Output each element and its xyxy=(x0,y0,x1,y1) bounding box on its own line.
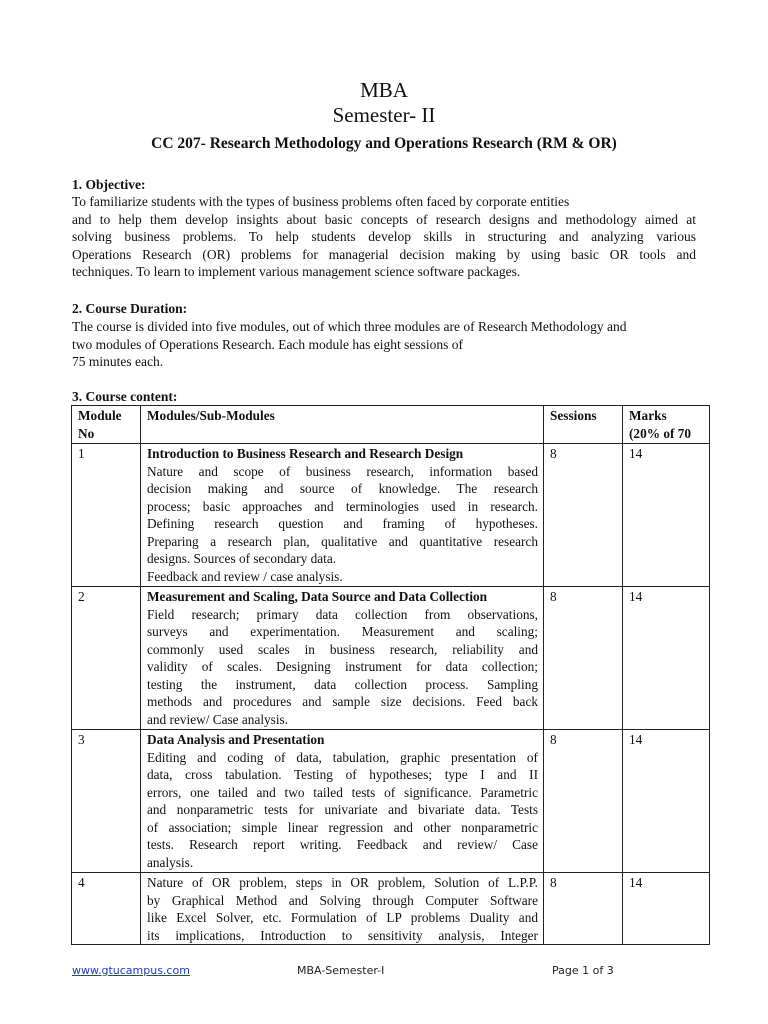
objective-line: Operations Research (OR) problems for managerial decision making by using basic OR tools and xyxy=(72,246,696,262)
table-header-row xyxy=(72,406,710,444)
module-title: Measurement and Scaling, Data Source and Data Collection xyxy=(147,589,488,604)
col-header-module-no: Module No xyxy=(72,406,141,444)
semester-title: Semester- II xyxy=(332,103,436,127)
objective-line: and to help them develop insights about basic concepts of research designs and methodology aimed at xyxy=(72,211,696,227)
col-header-sessions: Sessions xyxy=(544,406,623,444)
objective-line: To familiarize students with the types of business problems often faced by corporate entities xyxy=(72,194,570,209)
module-sessions: 8 xyxy=(544,730,623,873)
duration-line: The course is divided into five modules, out of which three modules are of Research Methodology and xyxy=(72,319,627,334)
module-description: Introduction to Business Research and Research Design Nature and scope of business research, information based decision making and source of knowledge. The research process; basic approaches and terminologies used in research. Defining research question and framing of hypotheses. Preparing a research plan, qualitative and quantitative research designs. Sources of secondary data. Feedback and review / case analysis. xyxy=(141,444,544,587)
module-sessions: 8 xyxy=(544,444,623,587)
objective-line: techniques. To learn to implement various management science software packages. xyxy=(72,264,521,279)
module-line-clipped: its implications, Introduction to sensitivity analysis, Integer xyxy=(147,927,538,943)
module-no: 2 xyxy=(72,587,141,730)
module-title: Data Analysis and Presentation xyxy=(147,732,325,747)
module-no: 4 xyxy=(72,873,141,945)
module-description: Measurement and Scaling, Data Source and Data Collection Field research; primary data collection from observations, surveys and experimentation. Measurement and scaling; commonly used scales in business research, reliability and validity of scales. Designing instrument for data collection; testing the instrument, data collection process. Sampling methods and procedures and sample size decisions. Feed back and review/ Case analysis. xyxy=(141,587,544,730)
module-marks: 14 xyxy=(623,873,710,945)
course-content-table xyxy=(71,405,710,945)
program-title: MBA xyxy=(360,78,408,102)
table-row xyxy=(72,587,710,730)
table-row xyxy=(72,444,710,587)
col-header-marks: Marks (20% of 70 xyxy=(623,406,710,444)
col-header-modules: Modules/Sub-Modules xyxy=(141,406,544,444)
objective-line: solving business problems. To help students develop skills in structuring and analyzing various xyxy=(72,229,696,244)
table-row xyxy=(72,730,710,873)
content-heading: 3. Course content: xyxy=(72,389,178,404)
module-description: Nature of OR problem, steps in OR problem, Solution of L.P.P. by Graphical Method and Solving through Computer Software like Excel Solver, etc. Formulation of LP problems Duality and its implications, Introduction to sensitivity analysis, Integer xyxy=(141,873,544,945)
footer-page-number: Page 1 of 3 xyxy=(552,964,614,977)
module-no: 1 xyxy=(72,444,141,587)
module-description: Data Analysis and Presentation Editing and coding of data, tabulation, graphic presentation of data, cross tabulation. Testing of hypotheses; type I and II errors, one tailed and two tailed tests of significance. Parametric and nonparametric tests for univariate and bivariate data. Tests of association; simple linear regression and other nonparametric tests. Research report writing. Feedback and review/ Case analysis. xyxy=(141,730,544,873)
module-sessions: 8 xyxy=(544,873,623,945)
objective-heading: 1. Objective: xyxy=(72,177,146,192)
duration-line: 75 minutes each. xyxy=(72,354,164,369)
module-no: 3 xyxy=(72,730,141,873)
table-row xyxy=(72,873,710,945)
objective-paragraph xyxy=(72,193,696,281)
module-sessions: 8 xyxy=(544,587,623,730)
duration-line: two modules of Operations Research. Each module has eight sessions of xyxy=(72,336,464,352)
footer-website-link[interactable]: www.gtucampus.com xyxy=(72,964,190,977)
module-marks: 14 xyxy=(623,444,710,587)
module-title: Introduction to Business Research and Research Design xyxy=(147,446,464,461)
module-marks: 14 xyxy=(623,730,710,873)
footer-semester-label: MBA-Semester-I xyxy=(297,964,385,977)
course-title: CC 207- Research Methodology and Operations Research (RM & OR) xyxy=(151,135,617,152)
duration-heading: 2. Course Duration: xyxy=(72,301,188,316)
module-marks: 14 xyxy=(623,587,710,730)
duration-paragraph xyxy=(72,318,696,371)
